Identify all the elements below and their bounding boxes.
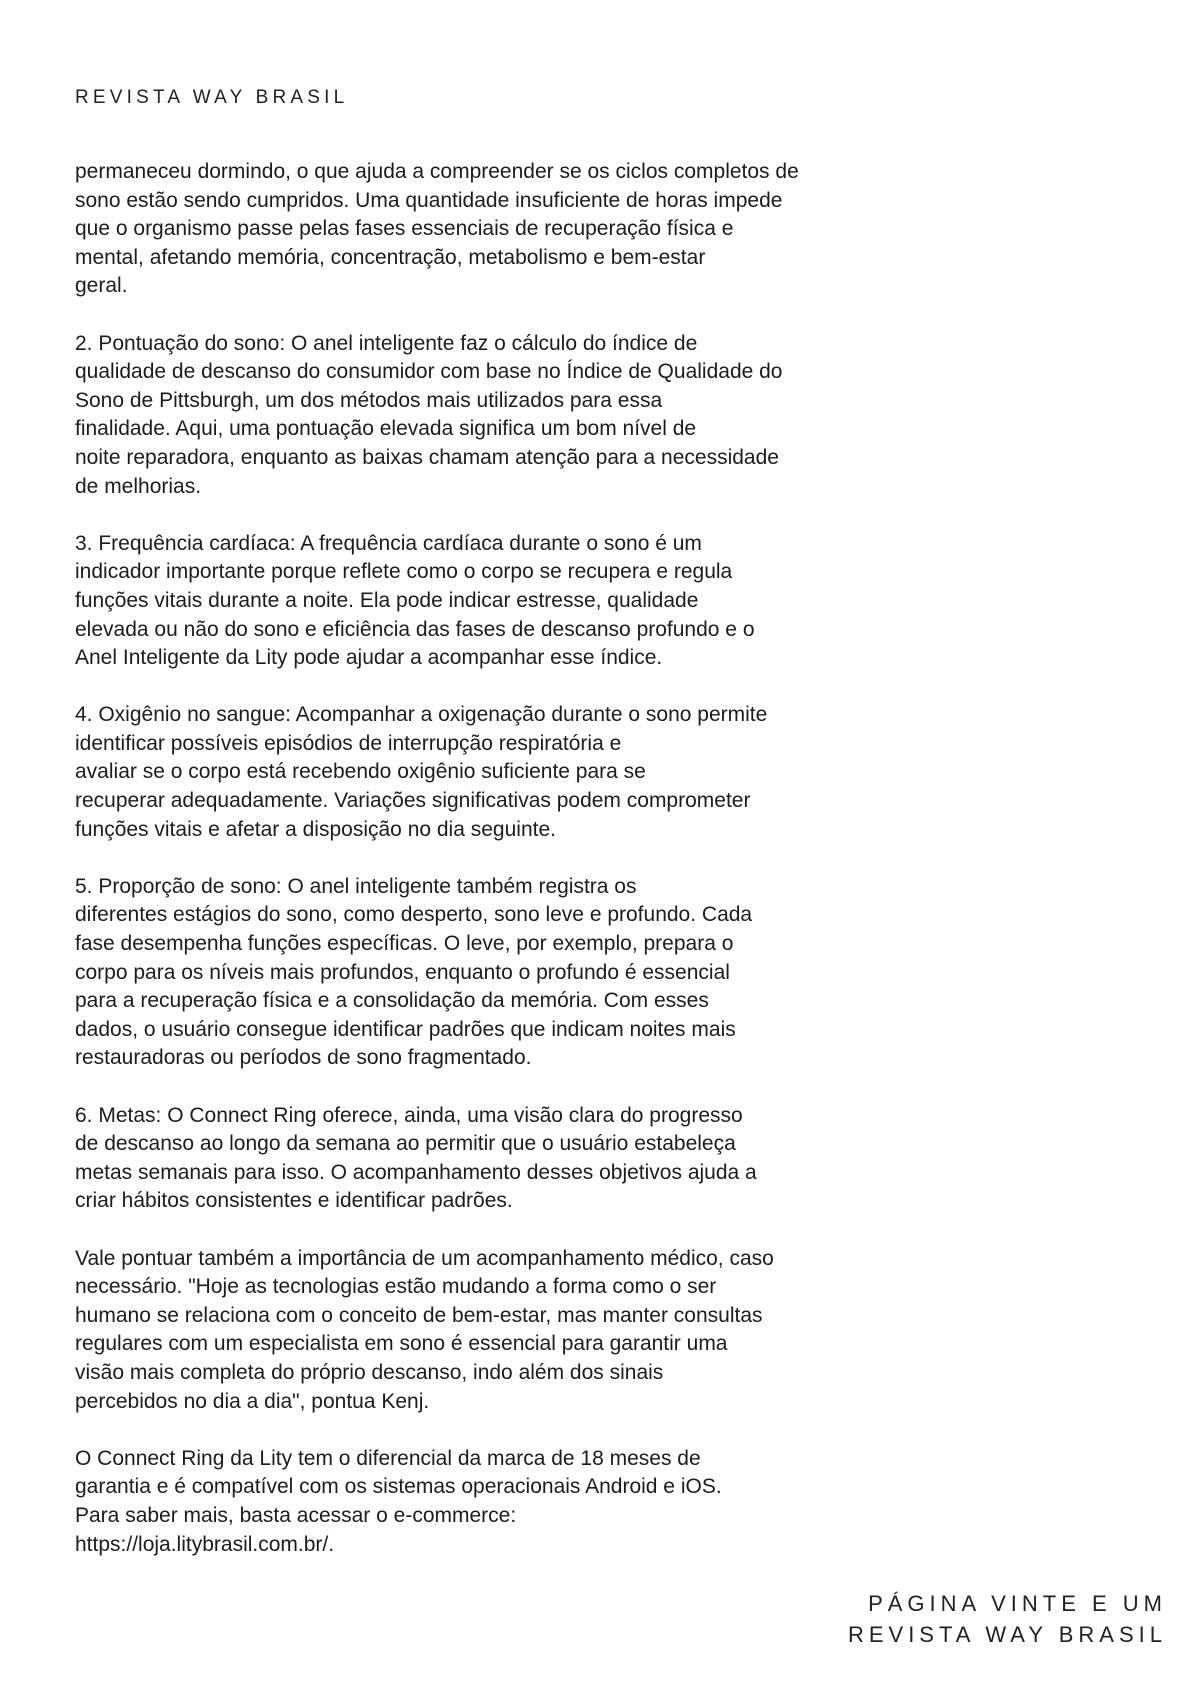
text-line: elevada ou não do sono e eficiência das fases de descanso profundo e o (75, 617, 755, 641)
paragraph-heart-rate (75, 530, 915, 673)
text-line: geral. (75, 274, 128, 298)
text-line: 2. Pontuação do sono: O anel inteligente faz o cálculo do índice de (75, 331, 698, 355)
footer-publication-name: REVISTA WAY BRASIL (847, 1622, 1167, 1647)
page-footer (848, 1588, 1167, 1650)
text-line: dados, o usuário consegue identificar padrões que indicam noites mais (75, 1017, 736, 1041)
article-body (75, 158, 915, 1588)
text-line: sono estão sendo cumpridos. Uma quantidade insuficiente de horas impede (75, 188, 783, 212)
text-line: indicador importante porque reflete como o corpo se recupera e regula (75, 560, 733, 584)
text-line: 4. Oxigênio no sangue: Acompanhar a oxigenação durante o sono permite (75, 703, 768, 727)
text-line: recuperar adequadamente. Variações significativas podem comprometer (75, 789, 751, 813)
store-link[interactable]: https://loja.litybrasil.com.br/. (75, 1532, 335, 1556)
text-line: 5. Proporção de sono: O anel inteligente também registra os (75, 874, 637, 898)
text-line: 3. Frequência cardíaca: A frequência cardíaca durante o sono é um (75, 531, 702, 555)
page-number-label: PÁGINA VINTE E UM (868, 1591, 1167, 1616)
text-line: fase desempenha funções específicas. O leve, por exemplo, prepara o (75, 932, 734, 956)
text-line: metas semanais para isso. O acompanhamento desses objetivos ajuda a (75, 1160, 757, 1184)
text-line: identificar possíveis episódios de interrupção respiratória e (75, 731, 622, 755)
paragraph-intro-continuation (75, 158, 915, 301)
text-line: diferentes estágios do sono, como desperto, sono leve e profundo. Cada (75, 903, 753, 927)
text-line: finalidade. Aqui, uma pontuação elevada significa um bom nível de (75, 417, 697, 441)
text-line: Para saber mais, basta acessar o e-commerce: (75, 1503, 517, 1527)
text-line: humano se relaciona com o conceito de bem-estar, mas manter consultas (75, 1303, 763, 1327)
paragraph-goals (75, 1102, 915, 1216)
text-line: restauradoras ou períodos de sono fragmentado. (75, 1046, 532, 1070)
paragraph-sleep-score (75, 330, 915, 502)
text-line: de descanso ao longo da semana ao permitir que o usuário estabeleça (75, 1132, 736, 1156)
text-line: Anel Inteligente da Lity pode ajudar a acompanhar esse índice. (75, 646, 663, 670)
text-line: visão mais completa do próprio descanso, indo além dos sinais (75, 1360, 664, 1384)
paragraph-product-info (75, 1445, 915, 1559)
paragraph-medical-quote (75, 1245, 915, 1417)
text-line: percebidos no dia a dia", pontua Kenj. (75, 1389, 430, 1413)
text-line: noite reparadora, enquanto as baixas chamam atenção para a necessidade (75, 445, 779, 469)
text-line: 6. Metas: O Connect Ring oferece, ainda, uma visão clara do progresso (75, 1103, 743, 1127)
text-line: permaneceu dormindo, o que ajuda a compreender se os ciclos completos de (75, 160, 799, 183)
text-line: regulares com um especialista em sono é essencial para garantir uma (75, 1332, 728, 1356)
text-line: O Connect Ring da Lity tem o diferencial da marca de 18 meses de (75, 1446, 701, 1470)
text-line: para a recuperação física e a consolidação da memória. Com esses (75, 989, 709, 1013)
text-line: funções vitais durante a noite. Ela pode indicar estresse, qualidade (75, 588, 699, 612)
text-line: garantia e é compatível com os sistemas operacionais Android e iOS. (75, 1475, 722, 1499)
masthead: REVISTA WAY BRASIL (75, 87, 349, 108)
text-line: necessário. "Hoje as tecnologias estão mudando a forma como o ser (75, 1275, 717, 1299)
text-line: qualidade de descanso do consumidor com base no Índice de Qualidade do (75, 360, 783, 384)
text-line: de melhorias. (75, 474, 202, 498)
text-line: mental, afetando memória, concentração, metabolismo e bem-estar (75, 245, 706, 269)
text-line: avaliar se o corpo está recebendo oxigênio suficiente para se (75, 760, 646, 784)
text-line: corpo para os níveis mais profundos, enquanto o profundo é essencial (75, 960, 730, 984)
paragraph-blood-oxygen (75, 701, 915, 844)
text-line: Sono de Pittsburgh, um dos métodos mais utilizados para essa (75, 388, 663, 412)
text-line: que o organismo passe pelas fases essenciais de recuperação física e (75, 217, 734, 241)
text-line: funções vitais e afetar a disposição no dia seguinte. (75, 817, 556, 841)
text-line: Vale pontuar também a importância de um acompanhamento médico, caso (75, 1246, 774, 1270)
paragraph-sleep-proportion (75, 873, 915, 1073)
text-line: criar hábitos consistentes e identificar padrões. (75, 1189, 513, 1213)
